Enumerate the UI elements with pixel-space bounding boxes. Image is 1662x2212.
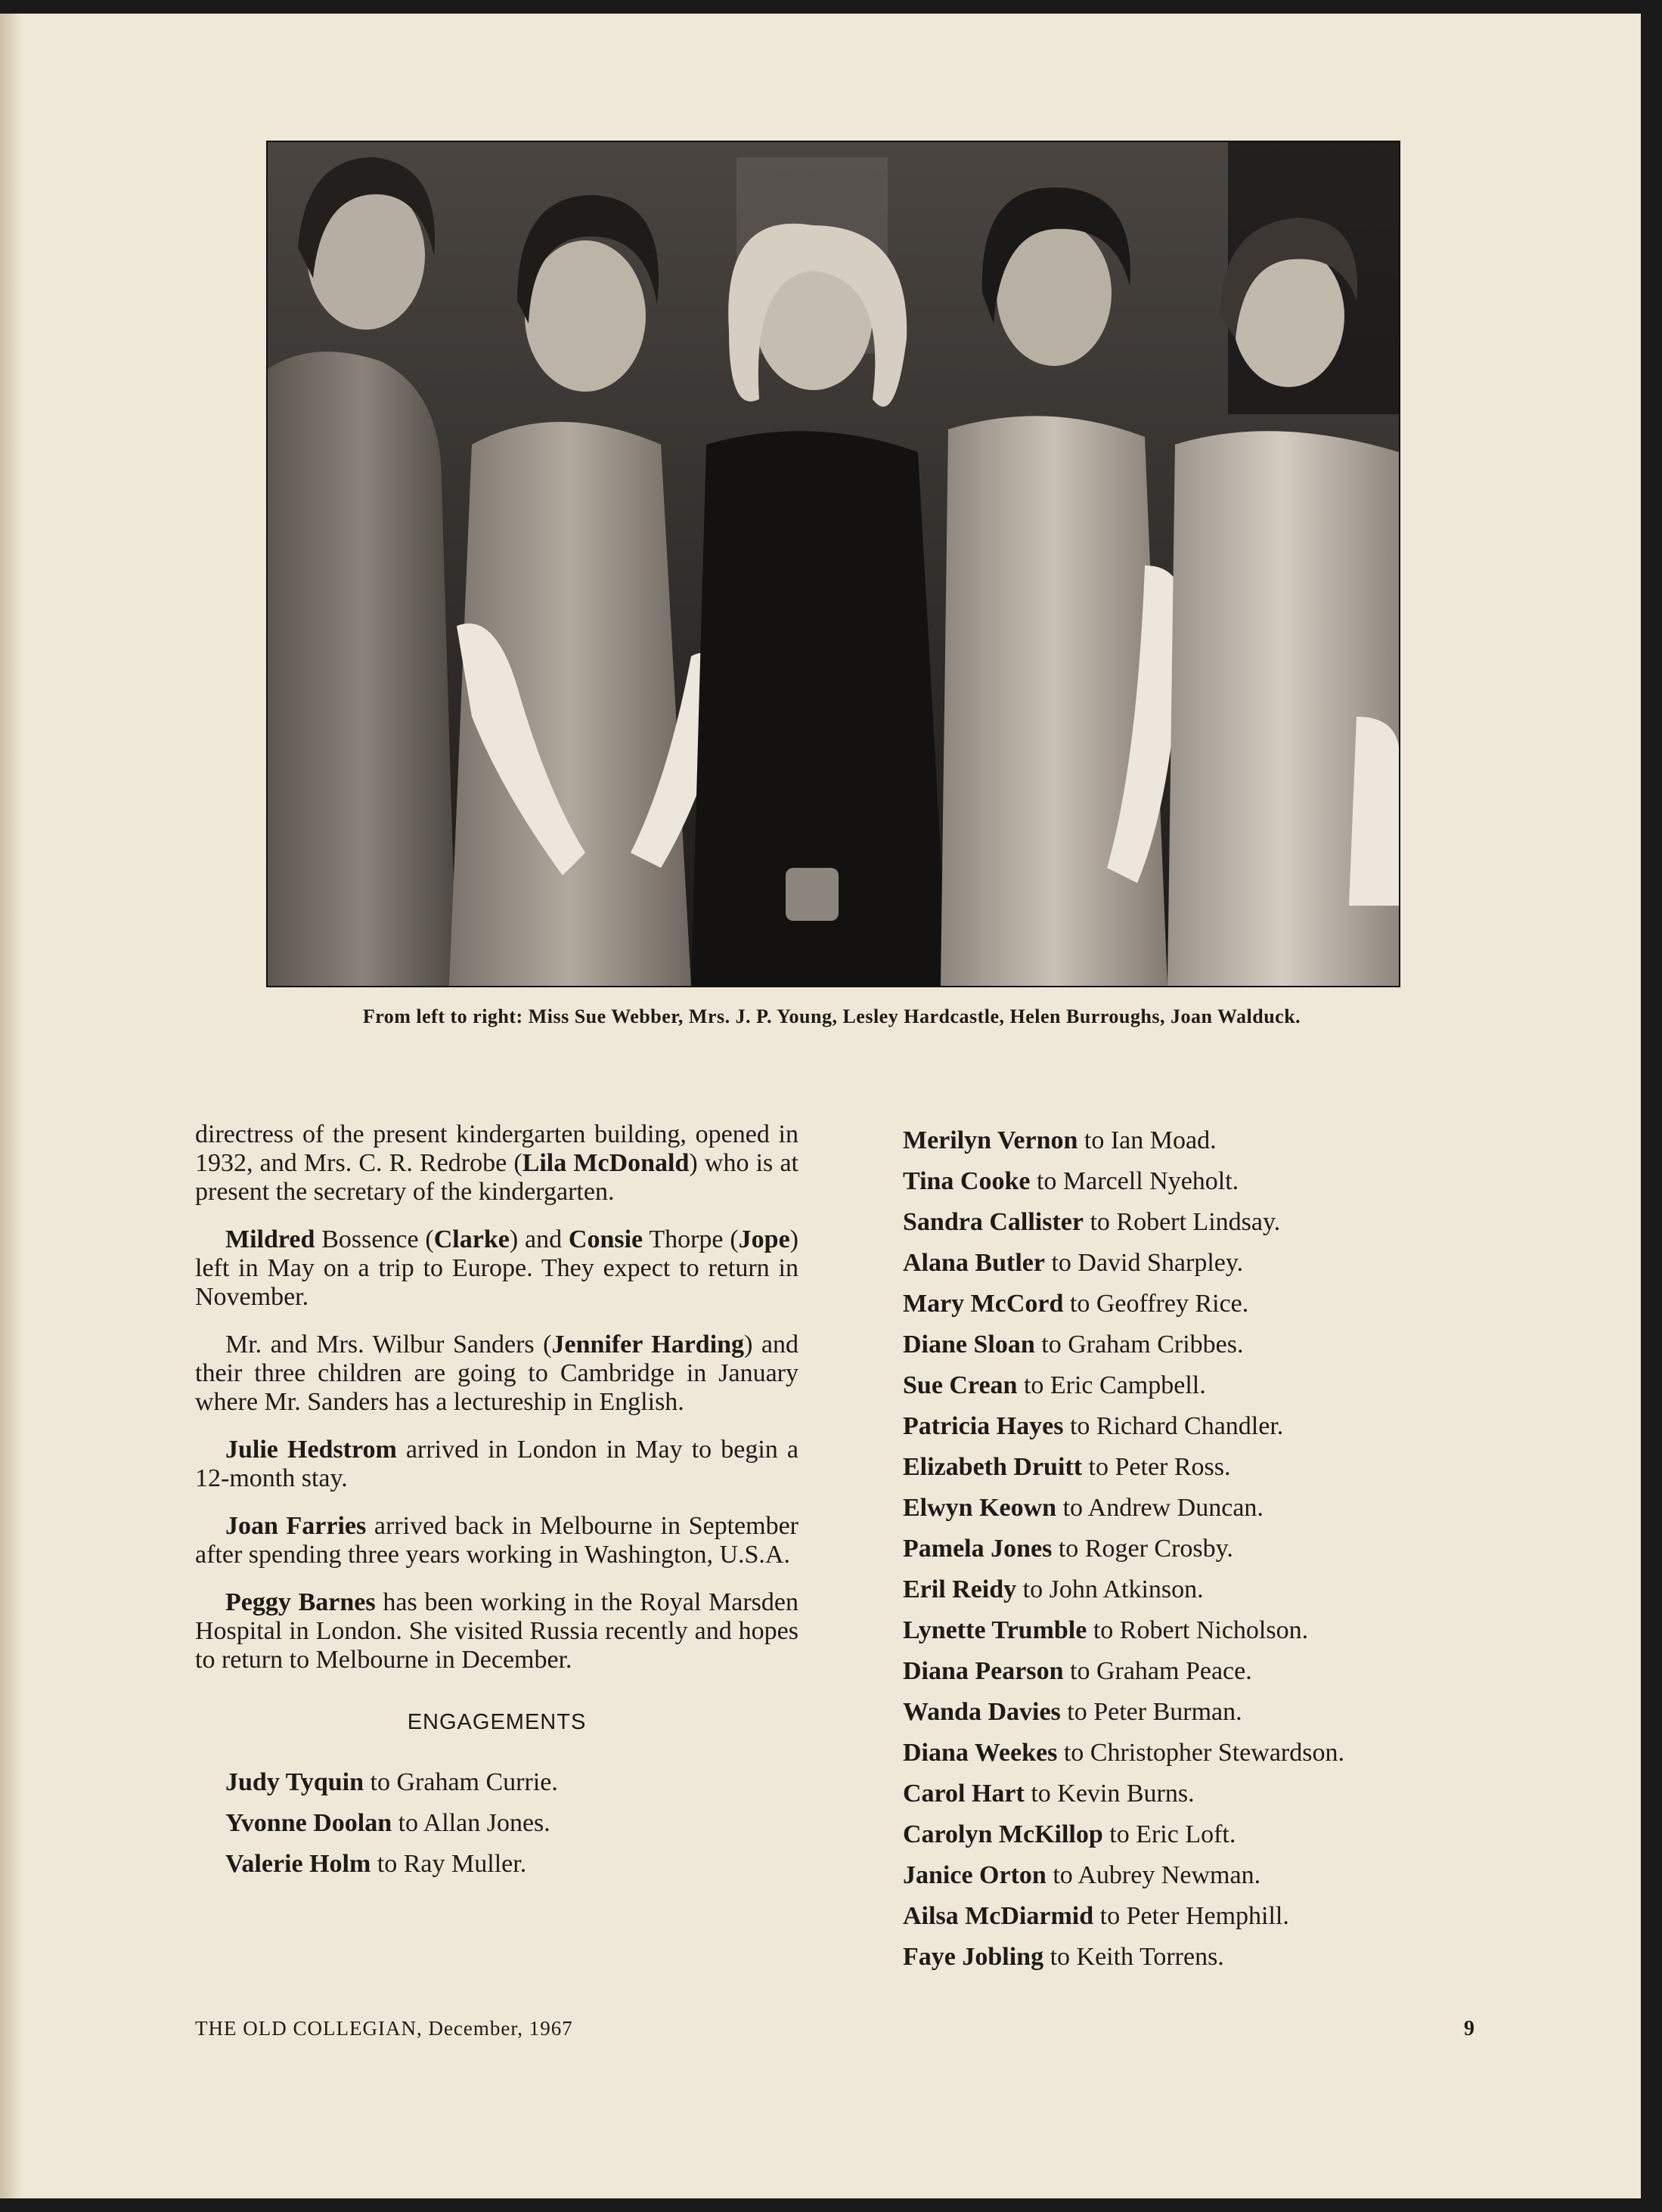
- text-run: Bossence (: [315, 1225, 434, 1253]
- engaged-partner: to David Sharpley.: [1044, 1249, 1244, 1277]
- engagement-item: [903, 1243, 1478, 1284]
- engagement-item: [903, 1896, 1478, 1937]
- engaged-name: Ailsa McDiarmid: [903, 1902, 1094, 1930]
- text-run: Thorpe (: [643, 1225, 739, 1253]
- text-run: has been working in the Royal Marsden Hospital in London. She visited Russia recently and hopes to return to Melbourne in December.: [195, 1588, 799, 1674]
- engaged-name: Diane Sloan: [903, 1331, 1035, 1358]
- engagement-item: [903, 1814, 1478, 1855]
- engaged-name: Pamela Jones: [903, 1535, 1053, 1563]
- engaged-name: Diana Pearson: [903, 1657, 1064, 1685]
- engagement-item: [903, 1202, 1478, 1243]
- engaged-partner: to Eric Campbell.: [1017, 1371, 1206, 1399]
- text-run: ) and: [509, 1225, 569, 1253]
- left-column: [195, 1120, 798, 1885]
- engaged-partner: to Marcell Nyeholt.: [1030, 1167, 1239, 1195]
- bold-name: Peggy Barnes: [225, 1588, 376, 1616]
- article-paragraph: [195, 1588, 798, 1674]
- article-paragraph: [195, 1512, 798, 1569]
- engaged-name: Patricia Hayes: [903, 1412, 1064, 1440]
- engaged-partner: to Graham Cribbes.: [1034, 1331, 1244, 1358]
- engagement-item: [903, 1774, 1478, 1814]
- engaged-partner: to Christopher Stewardson.: [1057, 1739, 1344, 1767]
- engaged-partner: to Robert Nicholson.: [1087, 1616, 1309, 1644]
- engaged-name: Faye Jobling: [903, 1943, 1044, 1971]
- engagement-item: [903, 1488, 1478, 1529]
- engaged-name: Carolyn McKillop: [903, 1820, 1103, 1848]
- page-footer: THE OLD COLLEGIAN, December, 1967: [195, 2017, 573, 2040]
- engaged-name: Yvonne Doolan: [225, 1809, 392, 1837]
- engaged-partner: to Ian Moad.: [1078, 1126, 1217, 1154]
- bold-name: Consie: [568, 1225, 643, 1253]
- engaged-partner: to Kevin Burns.: [1024, 1780, 1195, 1808]
- right-column: [903, 1120, 1478, 1978]
- bold-name: Mildred: [225, 1225, 315, 1253]
- engagements-heading: ENGAGEMENTS: [407, 1710, 587, 1734]
- engaged-partner: to Eric Loft.: [1102, 1820, 1236, 1848]
- engaged-partner: to Roger Crosby.: [1052, 1535, 1233, 1563]
- engaged-name: Tina Cooke: [903, 1167, 1031, 1195]
- bold-name: Clarke: [433, 1225, 510, 1253]
- engagement-item: [903, 1447, 1478, 1488]
- engaged-partner: to Graham Currie.: [364, 1768, 558, 1796]
- engaged-partner: to Aubrey Newman.: [1046, 1861, 1261, 1889]
- engaged-name: Janice Orton: [903, 1861, 1047, 1889]
- photo-caption: From left to right: Miss Sue Webber, Mrs. J. P. Young, Lesley Hardcastle, Helen Burroughs, Joan Walduck.: [362, 1005, 1301, 1027]
- engaged-name: Elizabeth Druitt: [903, 1453, 1083, 1481]
- engaged-partner: to Allan Jones.: [392, 1809, 550, 1837]
- engaged-name: Sandra Callister: [903, 1208, 1084, 1236]
- text-run: ) who is at present the secretary of the kindergarten.: [195, 1149, 798, 1206]
- article-paragraphs: [195, 1120, 798, 1674]
- engagements-list-left: [195, 1762, 798, 1885]
- page-gutter-shadow: [0, 14, 23, 2198]
- engaged-name: Merilyn Vernon: [903, 1126, 1078, 1154]
- engaged-name: Wanda Davies: [903, 1698, 1061, 1726]
- engagement-item: [903, 1651, 1478, 1692]
- engaged-partner: to Ray Muller.: [371, 1850, 527, 1878]
- engaged-partner: to John Atkinson.: [1016, 1575, 1204, 1603]
- engaged-name: Alana Butler: [903, 1249, 1045, 1277]
- bold-name: Julie Hedstrom: [225, 1436, 397, 1464]
- engagement-item: [195, 1803, 798, 1844]
- engaged-partner: to Peter Burman.: [1060, 1698, 1242, 1726]
- engagement-item: [903, 1406, 1478, 1447]
- engaged-name: Mary McCord: [903, 1290, 1064, 1318]
- text-run: directress of the present kindergarten building, opened in 1932, and Mrs. C. R. Redrobe (: [195, 1120, 798, 1177]
- article-paragraph: [195, 1331, 798, 1417]
- engaged-name: Sue Crean: [903, 1371, 1018, 1399]
- bold-name: Lila McDonald: [522, 1149, 690, 1177]
- engagement-item: [903, 1120, 1478, 1161]
- article-paragraph: [195, 1120, 798, 1207]
- engaged-partner: to Peter Hemphill.: [1093, 1902, 1289, 1930]
- page-number: 9: [1464, 2017, 1474, 2040]
- text-run: arrived back in Melbourne in September after spending three years working in Washington, U.S.A.: [195, 1512, 798, 1569]
- engagements-list-right: [903, 1120, 1478, 1978]
- engagement-item: [903, 1365, 1478, 1406]
- engaged-partner: to Graham Peace.: [1063, 1657, 1252, 1685]
- engaged-partner: to Geoffrey Rice.: [1063, 1290, 1249, 1318]
- engagement-item: [195, 1762, 798, 1803]
- text-run: ) left in May on a trip to Europe. They expect to return in November.: [195, 1225, 798, 1311]
- engaged-name: Eril Reidy: [903, 1575, 1017, 1603]
- engaged-name: Diana Weekes: [903, 1739, 1058, 1767]
- text-run: ) and their three children are going to Cambridge in January where Mr. Sanders has a lectureship in English.: [195, 1331, 799, 1416]
- engaged-partner: to Peter Ross.: [1082, 1453, 1231, 1481]
- article-paragraph: [195, 1436, 798, 1493]
- article-paragraph: [195, 1225, 798, 1312]
- engaged-name: Carol Hart: [903, 1780, 1025, 1808]
- engagement-item: [903, 1733, 1478, 1774]
- bold-name: Joan Farries: [225, 1512, 367, 1540]
- engaged-name: Judy Tyquin: [225, 1768, 364, 1796]
- engagement-item: [903, 1161, 1478, 1202]
- photo-illustration: [268, 142, 1399, 986]
- group-photograph: [266, 141, 1400, 987]
- engaged-name: Lynette Trumble: [903, 1616, 1087, 1644]
- engaged-name: Elwyn Keown: [903, 1494, 1057, 1522]
- text-run: Mr. and Mrs. Wilbur Sanders (: [225, 1331, 552, 1358]
- engagement-item: [903, 1692, 1478, 1733]
- engagement-item: [903, 1937, 1478, 1978]
- engagement-item: [903, 1569, 1478, 1610]
- magazine-page: [0, 14, 1641, 2198]
- bold-name: Jennifer Harding: [551, 1331, 745, 1358]
- engaged-partner: to Andrew Duncan.: [1056, 1494, 1264, 1522]
- engagement-item: [903, 1284, 1478, 1324]
- engagement-item: [903, 1324, 1478, 1365]
- engaged-name: Valerie Holm: [225, 1850, 371, 1878]
- engaged-partner: to Robert Lindsay.: [1083, 1208, 1281, 1236]
- bold-name: Jope: [738, 1225, 790, 1253]
- engaged-partner: to Keith Torrens.: [1043, 1943, 1224, 1971]
- engagement-item: [903, 1610, 1478, 1651]
- engagement-item: [903, 1855, 1478, 1896]
- engaged-partner: to Richard Chandler.: [1063, 1412, 1284, 1440]
- engagement-item: [903, 1529, 1478, 1569]
- text-run: arrived in London in May to begin a 12-month stay.: [195, 1436, 798, 1492]
- engagement-item: [195, 1844, 798, 1885]
